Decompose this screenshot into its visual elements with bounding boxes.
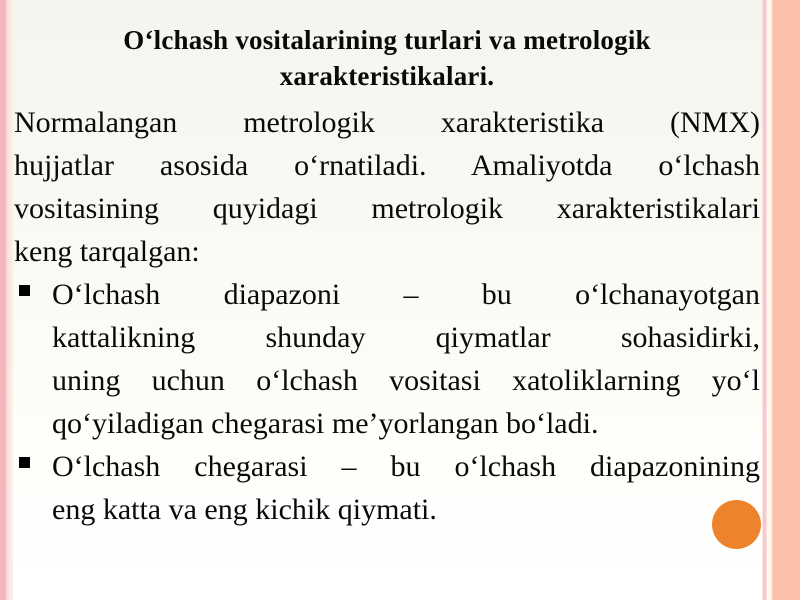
slide-title-line: xarakteristikalari.	[279, 61, 495, 91]
square-bullet-icon	[19, 457, 30, 468]
paragraph-line: Normalangan metrologik xarakteristika (NMX)	[14, 106, 760, 139]
bullet-item-measurement-range	[14, 273, 760, 445]
orange-circle-decoration	[712, 500, 761, 549]
paragraph-line: keng tarqalgan:	[14, 235, 200, 268]
bullet-line: qo‘yiladigan chegarasi me’yorlangan bo‘ladi.	[52, 407, 599, 440]
intro-paragraph	[14, 101, 760, 273]
square-bullet-icon	[19, 285, 30, 296]
bullet-line: uning uchun o‘lchash vositasi xatoliklarning yo‘l	[52, 364, 760, 397]
slide-title-line: O‘lchash vositalarining turlari va metrologik	[123, 25, 651, 55]
slide-content	[14, 22, 760, 531]
bullet-line: eng katta va eng kichik qiymati.	[52, 493, 437, 526]
bullet-text	[52, 445, 760, 531]
bullet-line: O‘lchash diapazoni – bu o‘lchanayotgan	[52, 278, 760, 311]
left-border-stripe	[0, 0, 13, 600]
slide-title	[14, 22, 760, 94]
bullet-text	[52, 273, 760, 445]
bullet-line: O‘lchash chegarasi – bu o‘lchash diapazonining	[52, 450, 760, 483]
bullet-line: kattalikning shunday qiymatlar sohasidirki,	[52, 321, 760, 354]
paragraph-line: hujjatlar asosida o‘rnatiladi. Amaliyotda o‘lchash	[14, 149, 760, 182]
bullet-item-measurement-limit	[14, 445, 760, 531]
right-border-stripe	[762, 0, 800, 600]
paragraph-line: vositasining quyidagi metrologik xarakteristikalari	[14, 192, 760, 225]
